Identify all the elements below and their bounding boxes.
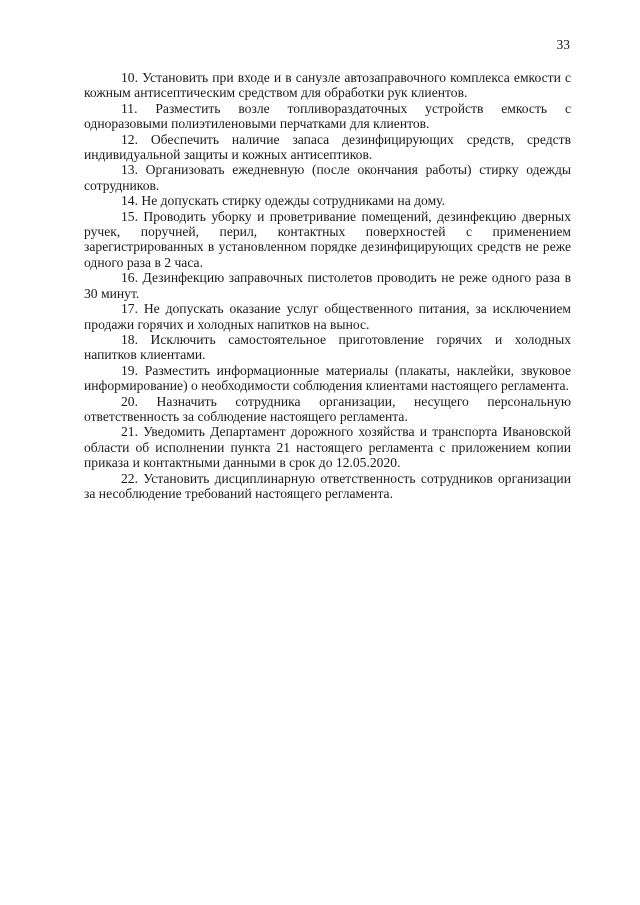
- list-item: 21. Уведомить Департамент дорожного хозяйства и транспорта Ивановской области об исполнении пункта 21 настоящего регламента с приложением копии приказа и контактными данными в срок до 12.05.2020.: [84, 424, 571, 471]
- page-number: 33: [556, 37, 570, 52]
- document-body: [84, 70, 571, 501]
- list-item: 11. Разместить возле топливораздаточных устройств емкость с одноразовыми полиэтиленовыми перчатками для клиентов.: [84, 100, 571, 132]
- list-item: 15. Проводить уборку и проветривание помещений, дезинфекцию дверных ручек, поручней, перил, контактных поверхностей с применением зарегистрированных в установленном порядке дезинфицирующих средств не реже одного раза в 2 часа.: [84, 208, 571, 270]
- list-item: 14. Не допускать стирку одежды сотрудниками на дому.: [121, 193, 446, 209]
- list-item: 12. Обеспечить наличие запаса дезинфицирующих средств, средств индивидуальной защиты и кожных антисептиков.: [84, 131, 571, 163]
- list-item: 10. Установить при входе и в санузле автозаправочного комплекса емкости с кожным антисептическим средством для обработки рук клиентов.: [84, 70, 571, 101]
- list-item: 20. Назначить сотрудника организации, несущего персональную ответственность за соблюдение настоящего регламента.: [84, 393, 571, 424]
- list-item: 17. Не допускать оказание услуг общественного питания, за исключением продажи горячих и холодных напитков на вынос.: [84, 301, 571, 332]
- list-item: 22. Установить дисциплинарную ответственность сотрудников организации за несоблюдение требований настоящего регламента.: [84, 470, 571, 501]
- list-item: 19. Разместить информационные материалы (плакаты, наклейки, звуковое информирование) о необходимости соблюдения клиентами настоящего регламента.: [84, 362, 571, 394]
- list-item: 16. Дезинфекцию заправочных пистолетов проводить не реже одного раза в 30 минут.: [84, 270, 571, 301]
- list-item: 18. Исключить самостоятельное приготовление горячих и холодных напитков клиентами.: [84, 331, 571, 363]
- list-item: 13. Организовать ежедневную (после окончания работы) стирку одежды сотрудников.: [84, 162, 571, 193]
